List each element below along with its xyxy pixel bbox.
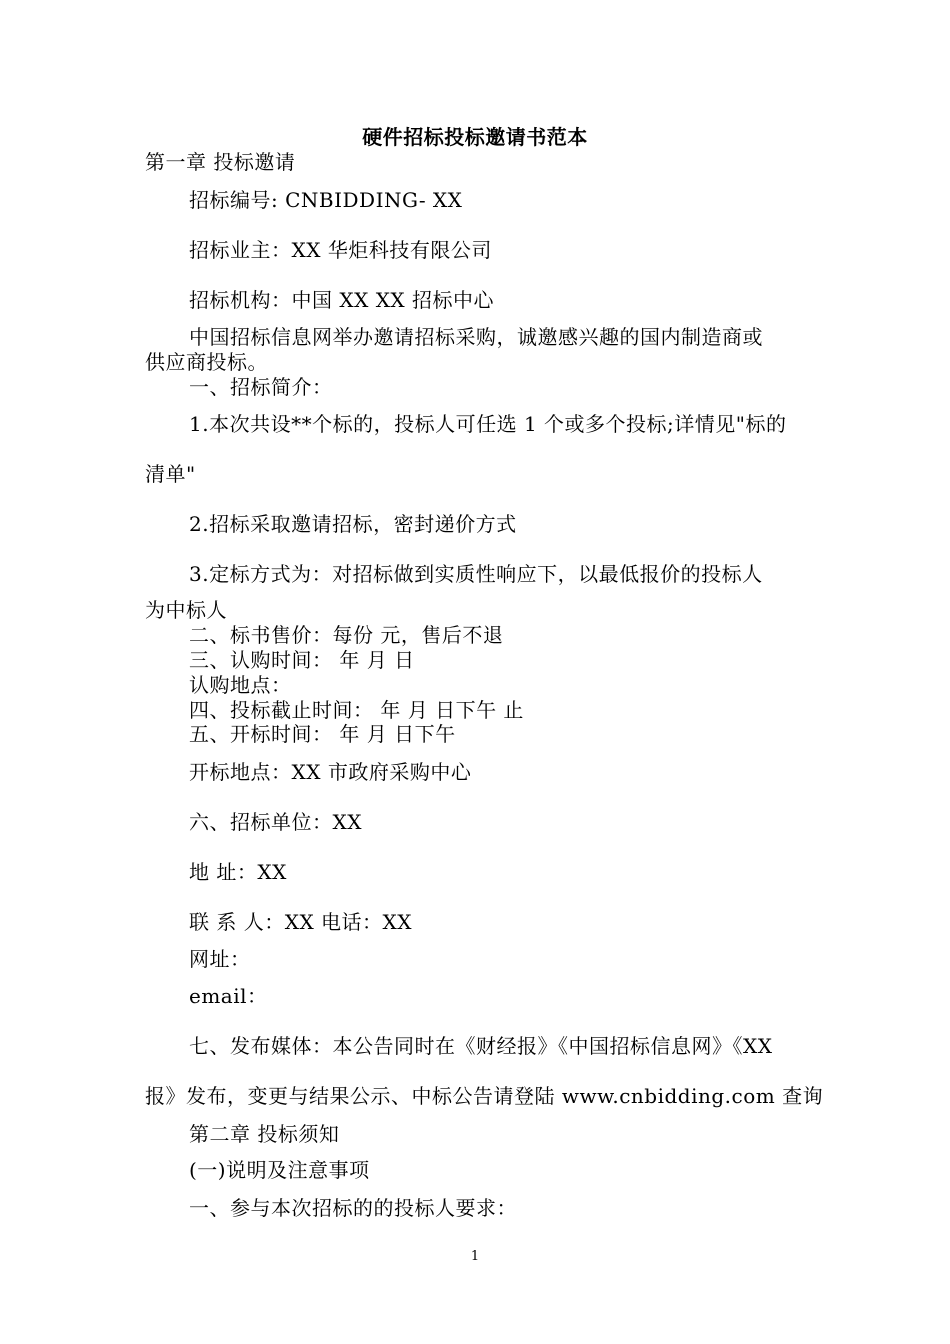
list-item-line: 2.招标采取邀请招标，密封递价方式	[189, 512, 517, 536]
info-line: email：	[189, 984, 268, 1008]
section-heading: 五、开标时间： 年 月 日下午	[189, 722, 456, 746]
chapter-heading: 第一章 投标邀请	[145, 150, 296, 174]
list-item-line: 3.定标方式为：对招标做到实质性响应下，以最低报价的投标人	[189, 562, 763, 586]
section-heading: 六、招标单位：XX	[189, 810, 362, 834]
intro-paragraph-line: 供应商投标。	[145, 350, 268, 374]
section-heading: 七、发布媒体：本公告同时在《财经报》《中国招标信息网》《XX	[189, 1034, 773, 1058]
section-heading: 四、投标截止时间： 年 月 日下午 止	[189, 698, 524, 722]
info-line: 认购地点：	[189, 673, 292, 697]
info-line: 地 址：XX	[189, 860, 287, 884]
section-heading: 三、认购时间： 年 月 日	[189, 648, 415, 672]
info-line: 报》发布，变更与结果公示、中标公告请登陆 www.cnbidding.com 查询	[145, 1084, 824, 1108]
list-item-line: 清单"	[145, 462, 196, 486]
page-number: 1	[470, 1249, 480, 1264]
intro-paragraph-line: 中国招标信息网举办邀请招标采购，诚邀感兴趣的国内制造商或	[189, 325, 763, 349]
tender-agency: 招标机构：中国 XX XX 招标中心	[189, 288, 495, 312]
list-item-line: 1.本次共设**个标的，投标人可任选 1 个或多个投标;详情见"标的	[189, 412, 787, 436]
chapter-heading: 第二章 投标须知	[189, 1122, 340, 1146]
subsection-heading: (一)说明及注意事项	[189, 1158, 370, 1182]
tender-owner: 招标业主：XX 华炬科技有限公司	[189, 238, 492, 262]
list-item-line: 为中标人	[145, 598, 227, 622]
section-heading: 二、标书售价：每份 元，售后不退	[189, 623, 504, 647]
document-title: 硬件招标投标邀请书范本	[362, 125, 588, 149]
info-line: 网址：	[189, 947, 251, 971]
section-heading: 一、参与本次招标的的投标人要求：	[189, 1196, 517, 1220]
section-heading: 一、招标简介：	[189, 375, 333, 399]
info-line: 开标地点：XX 市政府采购中心	[189, 760, 472, 784]
tender-number: 招标编号: CNBIDDING- XX	[189, 188, 463, 212]
info-line: 联 系 人：XX 电话：XX	[189, 910, 413, 934]
